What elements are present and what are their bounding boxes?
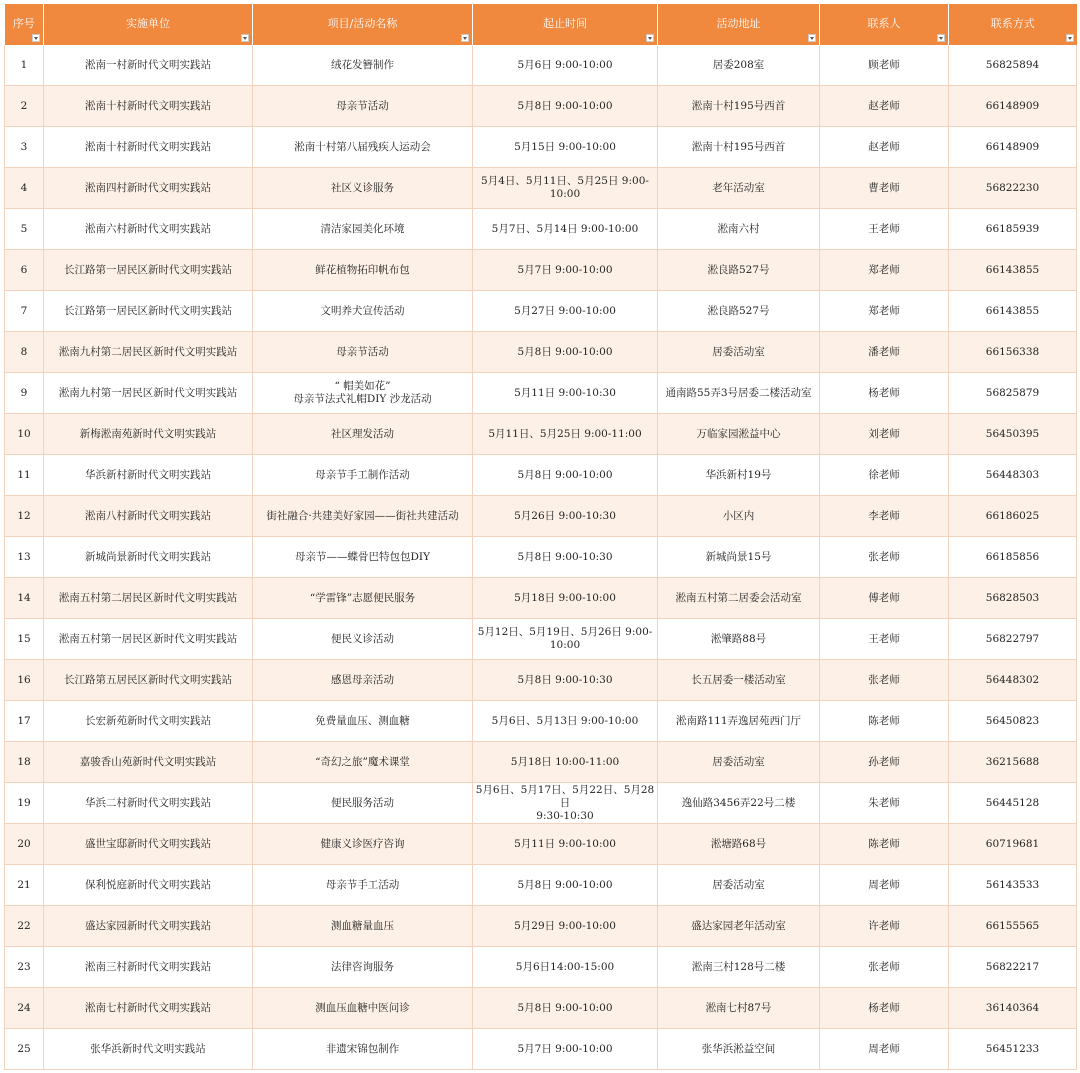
table-row [5, 86, 1077, 127]
cell-address[interactable]: 居委活动室 [658, 742, 820, 783]
cell-row-number[interactable]: 16 [5, 660, 44, 701]
table-row [5, 332, 1077, 373]
cell-unit[interactable]: 华浜新村新时代文明实践站 [44, 455, 253, 496]
cell-contact[interactable]: 李老师 [820, 496, 949, 537]
header-row [5, 4, 1077, 45]
cell-unit[interactable]: 嘉骏香山苑新时代文明实践站 [44, 742, 253, 783]
cell-row-number[interactable]: 24 [5, 988, 44, 1029]
table-row [5, 291, 1077, 332]
cell-row-number[interactable]: 4 [5, 168, 44, 209]
cell-activity[interactable]: 健康义诊医疗咨询 [253, 824, 473, 865]
cell-row-number[interactable]: 8 [5, 332, 44, 373]
cell-address[interactable]: 居委活动室 [658, 332, 820, 373]
cell-unit[interactable]: 淞南五村第一居民区新时代文明实践站 [44, 619, 253, 660]
cell-contact[interactable]: 赵老师 [820, 127, 949, 168]
column-header-label: 项目/活动名称 [327, 16, 398, 30]
cell-contact[interactable]: 赵老师 [820, 86, 949, 127]
cell-activity[interactable]: “学雷锋”志愿便民服务 [253, 578, 473, 619]
cell-time[interactable]: 5月7日 9:00-10:00 [473, 250, 658, 291]
table-row [5, 947, 1077, 988]
cell-row-number[interactable]: 9 [5, 373, 44, 414]
cell-phone[interactable]: 56822217 [949, 947, 1077, 988]
cell-activity[interactable]: 母亲节活动 [253, 332, 473, 373]
cell-unit[interactable]: 淞南八村新时代文明实践站 [44, 496, 253, 537]
table-row [5, 988, 1077, 1029]
cell-unit[interactable]: 淞南四村新时代文明实践站 [44, 168, 253, 209]
cell-phone[interactable]: 56450823 [949, 701, 1077, 742]
activity-table [4, 4, 1077, 1070]
filter-dropdown-icon[interactable] [937, 34, 945, 42]
cell-unit[interactable]: 淞南九村第一居民区新时代文明实践站 [44, 373, 253, 414]
table-body [5, 45, 1077, 1070]
column-header-label: 联系人 [867, 16, 901, 30]
cell-row-number[interactable]: 14 [5, 578, 44, 619]
cell-unit[interactable]: 新城尚景新时代文明实践站 [44, 537, 253, 578]
table-row [5, 783, 1077, 824]
column-header-label: 活动地址 [716, 16, 761, 30]
cell-contact[interactable]: 张老师 [820, 660, 949, 701]
cell-address[interactable]: 淞良路527号 [658, 291, 820, 332]
cell-unit[interactable]: 张华浜新时代文明实践站 [44, 1029, 253, 1070]
column-header-label: 序号 [12, 16, 35, 30]
cell-activity[interactable]: 非遗宋锦包制作 [253, 1029, 473, 1070]
cell-activity[interactable]: 母亲节——蝶骨巴特包包DIY [253, 537, 473, 578]
cell-time[interactable]: 5月8日 9:00-10:00 [473, 332, 658, 373]
cell-activity[interactable]: “ 帽美如花” 母亲节法式礼帽DIY 沙龙活动 [253, 373, 473, 414]
cell-contact[interactable]: 孙老师 [820, 742, 949, 783]
cell-unit[interactable]: 长江路第一居民区新时代文明实践站 [44, 250, 253, 291]
cell-phone[interactable]: 66143855 [949, 250, 1077, 291]
cell-row-number[interactable]: 2 [5, 86, 44, 127]
column-header-label: 起止时间 [543, 16, 587, 30]
cell-phone[interactable]: 56451233 [949, 1029, 1077, 1070]
cell-unit[interactable]: 长宏新苑新时代文明实践站 [44, 701, 253, 742]
cell-activity[interactable]: 社区理发活动 [253, 414, 473, 455]
cell-unit[interactable]: 淞南六村新时代文明实践站 [44, 209, 253, 250]
cell-unit[interactable]: 淞南三村新时代文明实践站 [44, 947, 253, 988]
col-header-contact [820, 4, 949, 45]
cell-unit[interactable]: 盛达家园新时代文明实践站 [44, 906, 253, 947]
cell-row-number[interactable]: 22 [5, 906, 44, 947]
cell-time[interactable]: 5月26日 9:00-10:30 [473, 496, 658, 537]
cell-activity[interactable]: 免费量血压、测血糖 [253, 701, 473, 742]
cell-time[interactable]: 5月6日、5月13日 9:00-10:00 [473, 701, 658, 742]
cell-phone[interactable]: 56448302 [949, 660, 1077, 701]
cell-phone[interactable]: 66185856 [949, 537, 1077, 578]
filter-dropdown-icon[interactable] [461, 34, 469, 42]
filter-dropdown-icon[interactable] [1066, 34, 1074, 42]
table-row [5, 414, 1077, 455]
cell-phone[interactable]: 66156338 [949, 332, 1077, 373]
cell-time[interactable]: 5月11日、5月25日 9:00-11:00 [473, 414, 658, 455]
cell-contact[interactable]: 张老师 [820, 947, 949, 988]
table-row [5, 537, 1077, 578]
cell-row-number[interactable]: 15 [5, 619, 44, 660]
cell-unit[interactable]: 淞南九村第二居民区新时代文明实践站 [44, 332, 253, 373]
cell-address[interactable]: 盛达家园老年活动室 [658, 906, 820, 947]
cell-phone[interactable]: 56828503 [949, 578, 1077, 619]
cell-unit[interactable]: 淞南十村新时代文明实践站 [44, 127, 253, 168]
table-row [5, 578, 1077, 619]
cell-address[interactable]: 新城尚景15号 [658, 537, 820, 578]
cell-phone[interactable]: 56445128 [949, 783, 1077, 824]
cell-time[interactable]: 5月8日 9:00-10:00 [473, 455, 658, 496]
cell-contact[interactable]: 徐老师 [820, 455, 949, 496]
cell-contact[interactable]: 杨老师 [820, 373, 949, 414]
cell-row-number[interactable]: 21 [5, 865, 44, 906]
cell-address[interactable]: 淞南六村 [658, 209, 820, 250]
cell-phone[interactable]: 66148909 [949, 86, 1077, 127]
table-row [5, 660, 1077, 701]
cell-contact[interactable]: 张老师 [820, 537, 949, 578]
cell-phone[interactable]: 66155565 [949, 906, 1077, 947]
cell-time[interactable]: 5月8日 9:00-10:00 [473, 865, 658, 906]
cell-phone[interactable]: 66143855 [949, 291, 1077, 332]
cell-activity[interactable]: 母亲节活动 [253, 86, 473, 127]
cell-time[interactable]: 5月27日 9:00-10:00 [473, 291, 658, 332]
cell-address[interactable]: 淞南三村128号二楼 [658, 947, 820, 988]
cell-row-number[interactable]: 5 [5, 209, 44, 250]
cell-row-number[interactable]: 3 [5, 127, 44, 168]
cell-contact[interactable]: 周老师 [820, 865, 949, 906]
cell-row-number[interactable]: 19 [5, 783, 44, 824]
cell-contact[interactable]: 潘老师 [820, 332, 949, 373]
col-header-address [658, 4, 820, 45]
filter-dropdown-icon[interactable] [646, 34, 654, 42]
cell-contact[interactable]: 郑老师 [820, 250, 949, 291]
filter-dropdown-icon[interactable] [808, 34, 816, 42]
cell-time[interactable]: 5月11日 9:00-10:00 [473, 824, 658, 865]
cell-unit[interactable]: 盛世宝邸新时代文明实践站 [44, 824, 253, 865]
cell-contact[interactable]: 顾老师 [820, 45, 949, 86]
table-row [5, 742, 1077, 783]
cell-activity[interactable]: 测血压血糖中医问诊 [253, 988, 473, 1029]
cell-contact[interactable]: 王老师 [820, 209, 949, 250]
cell-address[interactable]: 淞南五村第二居委会活动室 [658, 578, 820, 619]
cell-unit[interactable]: 华浜二村新时代文明实践站 [44, 783, 253, 824]
cell-phone[interactable]: 56825879 [949, 373, 1077, 414]
cell-phone[interactable]: 56822797 [949, 619, 1077, 660]
cell-contact[interactable]: 陈老师 [820, 701, 949, 742]
cell-phone[interactable]: 36140364 [949, 988, 1077, 1029]
cell-activity[interactable]: 社区义诊服务 [253, 168, 473, 209]
cell-phone[interactable]: 56448303 [949, 455, 1077, 496]
cell-address[interactable]: 老年活动室 [658, 168, 820, 209]
cell-phone[interactable]: 56143533 [949, 865, 1077, 906]
cell-activity[interactable]: 法律咨询服务 [253, 947, 473, 988]
cell-row-number[interactable]: 10 [5, 414, 44, 455]
col-header-no [5, 4, 44, 45]
table-row [5, 168, 1077, 209]
table-row [5, 45, 1077, 86]
col-header-phone [949, 4, 1077, 45]
cell-time[interactable]: 5月4日、5月11日、5月25日 9:00- 10:00 [473, 168, 658, 209]
cell-address[interactable]: 淞良路527号 [658, 250, 820, 291]
filter-dropdown-icon[interactable] [241, 34, 249, 42]
cell-contact[interactable]: 朱老师 [820, 783, 949, 824]
cell-row-number[interactable]: 7 [5, 291, 44, 332]
cell-address[interactable]: 通南路55弄3号居委二楼活动室 [658, 373, 820, 414]
cell-row-number[interactable]: 6 [5, 250, 44, 291]
cell-time[interactable]: 5月8日 9:00-10:00 [473, 988, 658, 1029]
cell-row-number[interactable]: 11 [5, 455, 44, 496]
table-row [5, 373, 1077, 414]
cell-address[interactable]: 张华浜淞益空间 [658, 1029, 820, 1070]
cell-activity[interactable]: 母亲节手工制作活动 [253, 455, 473, 496]
cell-time[interactable]: 5月8日 9:00-10:00 [473, 86, 658, 127]
cell-time[interactable]: 5月12日、5月19日、5月26日 9:00- 10:00 [473, 619, 658, 660]
cell-row-number[interactable]: 23 [5, 947, 44, 988]
table-row [5, 824, 1077, 865]
cell-unit[interactable]: 长江路第五居民区新时代文明实践站 [44, 660, 253, 701]
cell-phone[interactable]: 66148909 [949, 127, 1077, 168]
cell-contact[interactable]: 傅老师 [820, 578, 949, 619]
schedule-sheet [4, 4, 1076, 1070]
cell-address[interactable]: 淞南十村195号西首 [658, 127, 820, 168]
table-row [5, 209, 1077, 250]
cell-activity[interactable]: 母亲节手工活动 [253, 865, 473, 906]
cell-unit[interactable]: 淞南一村新时代文明实践站 [44, 45, 253, 86]
cell-row-number[interactable]: 12 [5, 496, 44, 537]
cell-row-number[interactable]: 17 [5, 701, 44, 742]
cell-time[interactable]: 5月29日 9:00-10:00 [473, 906, 658, 947]
cell-phone[interactable]: 66186025 [949, 496, 1077, 537]
cell-address[interactable]: 居委活动室 [658, 865, 820, 906]
cell-unit[interactable]: 保利悦庭新时代文明实践站 [44, 865, 253, 906]
col-header-time [473, 4, 658, 45]
cell-activity[interactable]: 街社融合·共建美好家园——街社共建活动 [253, 496, 473, 537]
cell-activity[interactable]: 测血糖量血压 [253, 906, 473, 947]
cell-activity[interactable]: “奇幻之旅”魔术课堂 [253, 742, 473, 783]
cell-row-number[interactable]: 20 [5, 824, 44, 865]
cell-unit[interactable]: 长江路第一居民区新时代文明实践站 [44, 291, 253, 332]
col-header-unit [44, 4, 253, 45]
cell-time[interactable]: 5月7日 9:00-10:00 [473, 1029, 658, 1070]
cell-contact[interactable]: 郑老师 [820, 291, 949, 332]
cell-time[interactable]: 5月6日14:00-15:00 [473, 947, 658, 988]
cell-time[interactable]: 5月8日 9:00-10:30 [473, 660, 658, 701]
cell-row-number[interactable]: 18 [5, 742, 44, 783]
cell-time[interactable]: 5月8日 9:00-10:30 [473, 537, 658, 578]
cell-contact[interactable]: 曹老师 [820, 168, 949, 209]
cell-row-number[interactable]: 1 [5, 45, 44, 86]
cell-contact[interactable]: 王老师 [820, 619, 949, 660]
cell-contact[interactable]: 杨老师 [820, 988, 949, 1029]
cell-contact[interactable]: 刘老师 [820, 414, 949, 455]
table-row [5, 701, 1077, 742]
cell-time[interactable]: 5月18日 9:00-10:00 [473, 578, 658, 619]
cell-contact[interactable]: 陈老师 [820, 824, 949, 865]
cell-unit[interactable]: 淞南五村第二居民区新时代文明实践站 [44, 578, 253, 619]
table-row [5, 455, 1077, 496]
cell-unit[interactable]: 淞南十村新时代文明实践站 [44, 86, 253, 127]
cell-address[interactable]: 淞塘路68号 [658, 824, 820, 865]
cell-contact[interactable]: 周老师 [820, 1029, 949, 1070]
col-header-activity [253, 4, 473, 45]
cell-address[interactable]: 逸仙路3456弄22号二楼 [658, 783, 820, 824]
cell-time[interactable]: 5月7日、5月14日 9:00-10:00 [473, 209, 658, 250]
cell-activity[interactable]: 文明养犬宣传活动 [253, 291, 473, 332]
cell-address[interactable]: 居委208室 [658, 45, 820, 86]
cell-address[interactable]: 淞肇路88号 [658, 619, 820, 660]
cell-time[interactable]: 5月11日 9:00-10:30 [473, 373, 658, 414]
cell-unit[interactable]: 新梅淞南苑新时代文明实践站 [44, 414, 253, 455]
filter-dropdown-icon[interactable] [32, 34, 40, 42]
cell-phone[interactable]: 36215688 [949, 742, 1077, 783]
cell-activity[interactable]: 便民服务活动 [253, 783, 473, 824]
column-header-label: 实施单位 [126, 16, 170, 30]
cell-address[interactable]: 华浜新村19号 [658, 455, 820, 496]
cell-activity[interactable]: 感恩母亲活动 [253, 660, 473, 701]
cell-time[interactable]: 5月6日、5月17日、5月22日、5月28日 9:30-10:30 [473, 783, 658, 824]
table-row [5, 906, 1077, 947]
cell-phone[interactable]: 56825894 [949, 45, 1077, 86]
cell-address[interactable]: 长五居委一楼活动室 [658, 660, 820, 701]
cell-address[interactable]: 淞南七村87号 [658, 988, 820, 1029]
cell-time[interactable]: 5月15日 9:00-10:00 [473, 127, 658, 168]
cell-address[interactable]: 小区内 [658, 496, 820, 537]
cell-phone[interactable]: 56450395 [949, 414, 1077, 455]
cell-row-number[interactable]: 13 [5, 537, 44, 578]
cell-time[interactable]: 5月18日 10:00-11:00 [473, 742, 658, 783]
cell-activity[interactable]: 便民义诊活动 [253, 619, 473, 660]
table-row [5, 496, 1077, 537]
cell-row-number[interactable]: 25 [5, 1029, 44, 1070]
table-row [5, 619, 1077, 660]
cell-phone[interactable]: 60719681 [949, 824, 1077, 865]
cell-activity[interactable]: 淞南十村第八届残疾人运动会 [253, 127, 473, 168]
cell-contact[interactable]: 许老师 [820, 906, 949, 947]
cell-unit[interactable]: 淞南七村新时代文明实践站 [44, 988, 253, 1029]
table-row [5, 1029, 1077, 1070]
cell-address[interactable]: 淞南路111弄逸居苑西门厅 [658, 701, 820, 742]
table-row [5, 127, 1077, 168]
column-header-label: 联系方式 [990, 16, 1035, 30]
table-row [5, 250, 1077, 291]
cell-phone[interactable]: 56822230 [949, 168, 1077, 209]
cell-address[interactable]: 万临家园淞益中心 [658, 414, 820, 455]
cell-activity[interactable]: 绒花发簪制作 [253, 45, 473, 86]
cell-time[interactable]: 5月6日 9:00-10:00 [473, 45, 658, 86]
cell-activity[interactable]: 鲜花植物拓印帆布包 [253, 250, 473, 291]
cell-phone[interactable]: 66185939 [949, 209, 1077, 250]
cell-activity[interactable]: 清洁家园美化环境 [253, 209, 473, 250]
table-row [5, 865, 1077, 906]
cell-address[interactable]: 淞南十村195号西首 [658, 86, 820, 127]
